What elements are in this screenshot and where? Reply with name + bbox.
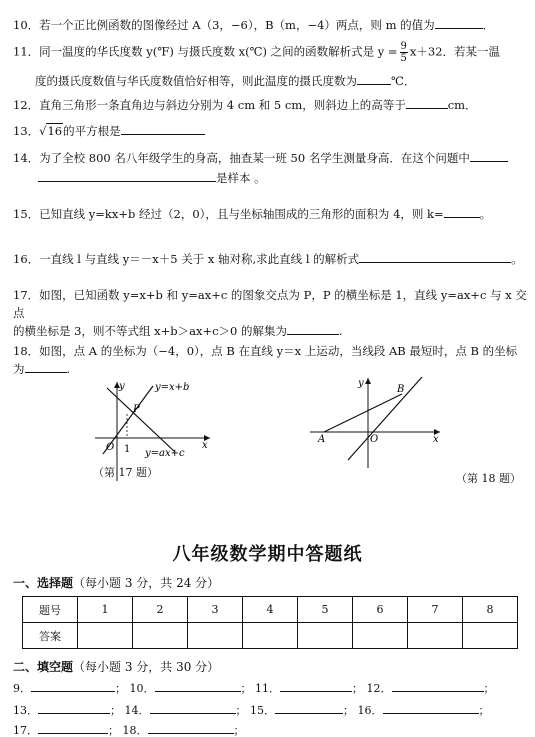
fill-row-1: 9． ； 10． ； 11． ； 12． ； [13,682,495,695]
question-17-end: . [339,324,343,338]
answer-cell[interactable] [243,623,298,649]
origin-label: O [370,434,379,445]
fill-row-2: 13． ； 14． ； 15． ； 16． ； [13,704,490,717]
question-13-text: 的平方根是 [63,124,121,138]
fill-blank[interactable] [280,681,352,692]
answer-blank[interactable] [435,17,483,29]
point-b-label: B [397,384,405,395]
tick-label-1: 1 [124,444,131,455]
fill-label: 18． [122,724,148,737]
fill-blank[interactable] [38,723,108,734]
question-18-line2-text: 为 [13,362,25,376]
choice-answer-table [22,596,518,649]
answer-cell[interactable] [78,623,133,649]
answer-row-label: 答案 [23,623,78,649]
x-axis-label: x [202,440,208,451]
question-15-end: 。 [479,207,492,221]
question-11-text-2: x＋32．若某一温 [409,44,501,59]
sqrt-expression: √16 [39,124,63,138]
question-18-line1: 18．如图，点 A 的坐标为（−4，0），点 B 在直线 y＝x 上运动，当线段 AB 最短时，点 B 的坐标 [13,344,518,358]
fill-label: 11． [255,682,280,695]
table-header-cell: 7 [408,597,463,623]
x-axis-label: x [433,434,439,445]
question-12-text: 12．直角三角形一条直角边与斜边分别为 4 cm 和 5 cm，则斜边上的高等于 [13,98,406,112]
answer-blank[interactable] [470,150,508,162]
question-13-number: 13． [13,124,40,138]
fill-blank[interactable] [275,703,343,714]
table-answer-row [23,623,518,649]
question-11-text: 11．同一温度的华氏度数 y(℉) 与摄氏度数 x(℃) 之间的函数解析式是 y = [13,44,398,59]
question-10-end: ． [482,18,495,32]
fill-label: 14． [124,704,150,717]
fill-label: 16． [357,704,383,717]
section-1-heading [13,574,219,591]
fill-label: 17． [13,724,38,737]
answer-blank[interactable] [357,73,391,85]
answer-blank[interactable] [406,97,448,109]
answer-cell[interactable] [463,623,518,649]
line-label-y-ax-plus-c: y=ax+c [145,448,185,459]
fill-label: 15． [250,704,275,717]
question-14-line2 [38,169,528,187]
fill-label: 10． [129,682,155,695]
fill-label: 9． [13,682,31,695]
answer-cell[interactable] [408,623,463,649]
question-10-text: 10．若一个正比例函数的图像经过 A（3，−6），B（m，−4）两点，则 m 的值为 [13,18,435,32]
fill-row-3: 17． ； 18． ； [13,724,245,737]
figure-18-caption: （第 18 题） [456,472,521,485]
question-12 [13,96,528,114]
fill-blank[interactable] [148,723,234,734]
section-2-label: 二、填空题 [13,660,74,674]
point-p-label: P [133,404,140,415]
question-12-end: cm． [447,98,477,112]
figure-18 [300,372,450,472]
answer-cell[interactable] [353,623,408,649]
answer-blank[interactable] [444,206,480,218]
table-header-row [23,597,518,623]
line-label-y-x-plus-b: y=x+b [155,382,190,393]
point-a-label: A [318,434,326,445]
answer-blank[interactable] [38,170,216,182]
question-11-line2-text: 度的摄氏度数值与华氏度数值恰好相等，则此温度的摄氏度数为 [35,74,357,88]
section-1-note: （每小题 3 分，共 24 分） [73,576,220,590]
answer-cell[interactable] [188,623,243,649]
question-14-line2-text: 是样本 。 [216,171,266,185]
table-header-cell: 题号 [23,597,78,623]
table-header-cell: 3 [188,597,243,623]
fill-label: 13． [13,704,38,717]
table-header-cell: 4 [243,597,298,623]
question-17-line2-text: 的横坐标是 3，则不等式组 x+b＞ax+c＞0 的解集为 [13,324,287,338]
fraction-denominator: 5 [400,53,407,64]
radicand: 16 [47,124,63,138]
table-header-cell: 2 [133,597,188,623]
question-18 [13,342,528,378]
line-y-eq-x [348,377,422,460]
fill-label: 12． [366,682,392,695]
answer-cell[interactable] [298,623,353,649]
answer-blank[interactable] [121,123,205,135]
question-16 [13,250,528,268]
question-17-line1: 17．如图，已知函数 y=x+b 和 y=ax+c 的图象交点为 P，P 的横坐标是 1，直线 y=ax+c 与 x 交点 [13,288,527,320]
origin-label: O [106,442,115,453]
answer-sheet-title: 八年级数学期中答题纸 [172,544,363,565]
fill-blank[interactable] [38,703,110,714]
question-11-line2-end: ℃． [391,74,416,88]
question-10 [13,16,528,34]
answer-blank[interactable] [287,323,339,335]
answer-cell[interactable] [133,623,188,649]
question-15 [13,205,528,223]
question-17-line2 [13,322,528,340]
question-13 [13,122,528,140]
question-14 [13,149,528,167]
fill-blank[interactable] [155,681,241,692]
question-11-line2 [35,72,525,90]
section-2-heading [13,658,219,675]
answer-blank[interactable] [359,251,511,263]
fraction-numerator: 9 [400,41,407,52]
question-14-text: 14．为了全校 800 名八年级学生的身高，抽查某一班 50 名学生测量身高．在这个问题中 [13,151,470,165]
fill-blank[interactable] [383,703,479,714]
question-16-text: 16．一直线 l 与直线 y＝－x＋5 关于 x 轴对称,求此直线 l 的解析式 [13,252,360,266]
answer-blank[interactable] [25,361,67,373]
fill-blank[interactable] [31,681,115,692]
table-header-cell: 1 [78,597,133,623]
fill-blank[interactable] [392,681,484,692]
fill-blank[interactable] [150,703,236,714]
y-axis-label: y [358,378,364,389]
fraction-9-5 [400,41,408,64]
table-header-cell: 6 [353,597,408,623]
figure-17-caption: （第 17 题） [93,466,158,479]
question-17 [13,286,528,340]
section-1-label: 一、选择题 [13,576,74,590]
table-header-cell: 8 [463,597,518,623]
table-header-cell: 5 [298,597,353,623]
question-18-end: . [66,362,71,376]
question-11 [13,41,528,64]
y-axis-label: y [119,381,125,392]
question-15-text: 15．已知直线 y=kx+b 经过（2，0），且与坐标轴围成的三角形的面积为 4，则 k= [13,207,444,221]
section-2-note: （每小题 3 分，共 30 分） [73,660,220,674]
question-16-end: 。 [511,252,523,266]
